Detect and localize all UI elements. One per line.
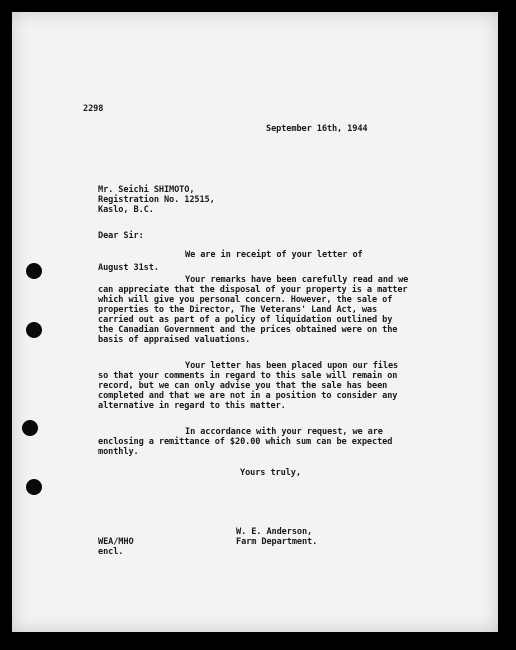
reference-initials: WEA/MHO	[98, 537, 134, 547]
recipient-name: Mr. Seichi SHIMOTO,	[98, 185, 195, 195]
paragraph-1-start: We are in receipt of your letter of	[185, 250, 363, 260]
punch-hole-1	[26, 263, 42, 279]
paragraph-4: In accordance with your request, we are enclosing a remittance of $20.00 which sum can be expected monthly.	[98, 427, 393, 457]
punch-hole-3	[22, 420, 38, 436]
signer-department: Farm Department.	[236, 537, 318, 547]
paragraph-2: Your remarks have been carefully read and we can appreciate that the disposal of your property is a matter which will give you personal concern. However, the sale of properties to the Director, The Veterans' Land Act, was carried out as part of a policy of liquidation outlined by the Canadian Government and the prices obtained were on the basis of appraised valuations.	[98, 275, 409, 345]
paragraph-1-end: August 31st.	[98, 263, 159, 273]
punch-hole-2	[26, 322, 42, 338]
recipient-address: Kaslo, B.C.	[98, 205, 154, 215]
recipient-registration: Registration No. 12515,	[98, 195, 215, 205]
file-number: 2298	[83, 104, 104, 114]
paragraph-3: Your letter has been placed upon our files so that your comments in regard to this sale will remain on record, but we can only advise you that the sale has been completed and that we are not in a position to consider any alternative in regard to this matter.	[98, 361, 399, 411]
salutation: Dear Sir:	[98, 231, 144, 241]
closing: Yours truly,	[240, 468, 301, 478]
letter-date: September 16th, 1944	[266, 124, 368, 134]
punch-hole-4	[26, 479, 42, 495]
letter-sheet	[12, 12, 498, 632]
signer-name: W. E. Anderson,	[236, 527, 313, 537]
enclosure-note: encl.	[98, 547, 124, 557]
